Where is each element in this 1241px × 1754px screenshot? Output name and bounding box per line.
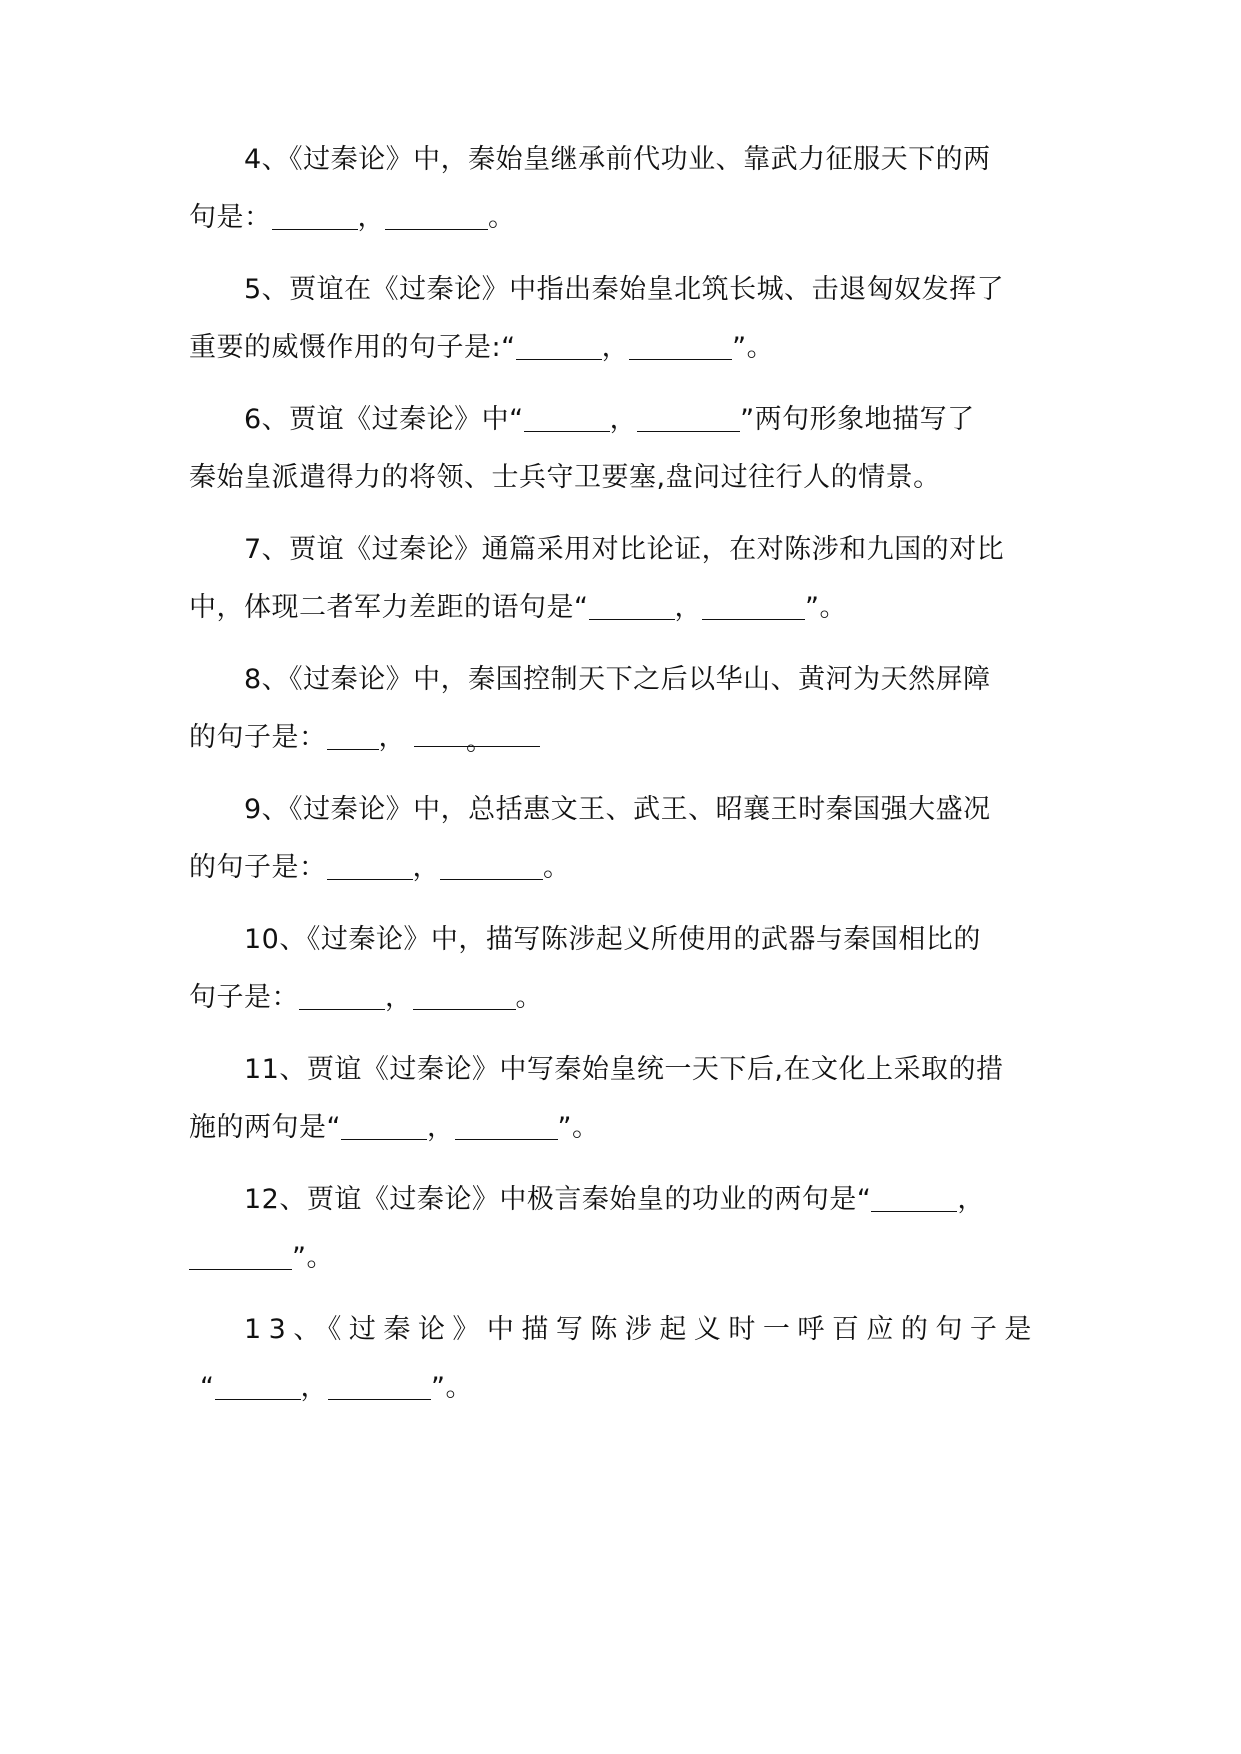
answer-blank[interactable] bbox=[328, 1373, 431, 1400]
answer-blank[interactable] bbox=[871, 1185, 957, 1212]
question-7-prefix: 中，体现二者军力差距的语句是“ bbox=[189, 592, 589, 623]
question-6-text-cont: 秦始皇派遣得力的将领、士兵守卫要塞,盘问过往行人的情景。 bbox=[189, 462, 941, 493]
question-8-suffix: 。 bbox=[466, 726, 494, 757]
question-8-prefix: 的句子是： bbox=[189, 722, 327, 753]
separator: ， bbox=[300, 1372, 328, 1403]
separator: ， bbox=[378, 722, 406, 753]
question-9-line-2 bbox=[189, 846, 1059, 890]
question-9-text: 9、《过秦论》中，总括惠文王、武王、昭襄王时秦国强大盛况 bbox=[244, 794, 991, 825]
answer-blank[interactable] bbox=[272, 203, 358, 230]
question-10-text: 10、《过秦论》中，描写陈涉起义所使用的武器与秦国相比的 bbox=[244, 924, 981, 955]
answer-blank[interactable] bbox=[414, 720, 540, 757]
question-7-line-1 bbox=[244, 528, 1059, 572]
question-4-line-1 bbox=[244, 138, 1059, 182]
question-11-prefix: 施的两句是“ bbox=[189, 1112, 341, 1143]
answer-blank[interactable] bbox=[385, 203, 488, 230]
question-5-line-1 bbox=[244, 268, 1059, 312]
answer-blank[interactable] bbox=[524, 405, 610, 432]
answer-blank[interactable] bbox=[327, 853, 413, 880]
answer-blank[interactable] bbox=[299, 983, 385, 1010]
question-4-suffix: 。 bbox=[488, 202, 516, 233]
answer-blank[interactable] bbox=[413, 983, 516, 1010]
separator: ， bbox=[427, 1112, 455, 1143]
question-10-prefix: 句子是： bbox=[189, 982, 299, 1013]
answer-blank[interactable] bbox=[341, 1113, 427, 1140]
question-4-prefix: 句是： bbox=[189, 202, 272, 233]
question-11-text: 11、贾谊《过秦论》中写秦始皇统一天下后,在文化上采取的措 bbox=[244, 1054, 1004, 1085]
question-8-text: 8、《过秦论》中，秦国控制天下之后以华山、黄河为天然屏障 bbox=[244, 664, 991, 695]
answer-blank[interactable] bbox=[516, 333, 602, 360]
question-5-line-2 bbox=[189, 326, 1059, 370]
question-11-line-1 bbox=[244, 1048, 1059, 1092]
question-12-prefix: 12、贾谊《过秦论》中极言秦始皇的功业的两句是“ bbox=[244, 1184, 872, 1215]
question-12-line-2 bbox=[189, 1236, 1059, 1280]
question-11-line-2 bbox=[189, 1106, 1059, 1150]
answer-blank[interactable] bbox=[629, 333, 732, 360]
question-9-prefix: 的句子是： bbox=[189, 852, 327, 883]
question-13-suffix: ”。 bbox=[431, 1372, 473, 1403]
question-11-suffix: ”。 bbox=[557, 1112, 600, 1143]
question-5-suffix: ”。 bbox=[732, 332, 775, 363]
answer-blank[interactable] bbox=[455, 1113, 558, 1140]
question-6-suffix: ”两句形象地描写了 bbox=[740, 404, 975, 435]
question-10-suffix: 。 bbox=[515, 982, 543, 1013]
question-5-text: 5、贾谊在《过秦论》中指出秦始皇北筑长城、击退匈奴发挥了 bbox=[244, 274, 1005, 305]
question-13-prefix: “ bbox=[200, 1372, 215, 1403]
question-7-text: 7、贾谊《过秦论》通篇采用对比论证，在对陈涉和九国的对比 bbox=[244, 534, 1005, 565]
question-4-text: 4、《过秦论》中，秦始皇继承前代功业、靠武力征服天下的两 bbox=[244, 144, 991, 175]
answer-blank[interactable] bbox=[327, 723, 379, 750]
question-12-suffix: ”。 bbox=[292, 1242, 334, 1273]
question-5-prefix: 重要的威慑作用的句子是:“ bbox=[189, 332, 516, 363]
answer-blank[interactable] bbox=[637, 405, 740, 432]
answer-blank[interactable] bbox=[702, 593, 805, 620]
question-10-line-1 bbox=[244, 918, 1059, 962]
question-12-line-1 bbox=[244, 1178, 1059, 1222]
question-13-text: 13、《过秦论》中描写陈涉起义时一呼百应的句子是 bbox=[244, 1314, 1039, 1345]
question-6-prefix: 6、贾谊《过秦论》中“ bbox=[244, 404, 524, 435]
question-7-suffix: ”。 bbox=[805, 592, 847, 623]
question-10-line-2 bbox=[189, 976, 1059, 1020]
separator: ， bbox=[957, 1184, 985, 1215]
separator: ， bbox=[385, 982, 413, 1013]
question-7-line-2 bbox=[189, 586, 1059, 630]
question-6-line-2 bbox=[189, 456, 1059, 500]
question-9-suffix: 。 bbox=[543, 852, 571, 883]
question-13-line-1 bbox=[244, 1308, 1059, 1352]
separator: ， bbox=[412, 852, 440, 883]
answer-blank[interactable] bbox=[215, 1373, 301, 1400]
question-13-line-2 bbox=[200, 1366, 1070, 1410]
question-9-line-1 bbox=[244, 788, 1059, 832]
answer-blank[interactable] bbox=[589, 593, 675, 620]
question-4-line-2 bbox=[189, 196, 1059, 240]
separator: ， bbox=[674, 592, 702, 623]
separator: ， bbox=[601, 332, 630, 363]
question-8-line-2 bbox=[189, 716, 1059, 760]
answer-blank[interactable] bbox=[440, 853, 543, 880]
answer-blank[interactable] bbox=[189, 1243, 292, 1270]
separator: ， bbox=[357, 202, 385, 233]
question-8-line-1 bbox=[244, 658, 1059, 702]
separator: ， bbox=[609, 404, 638, 435]
question-6-line-1 bbox=[244, 398, 1059, 442]
